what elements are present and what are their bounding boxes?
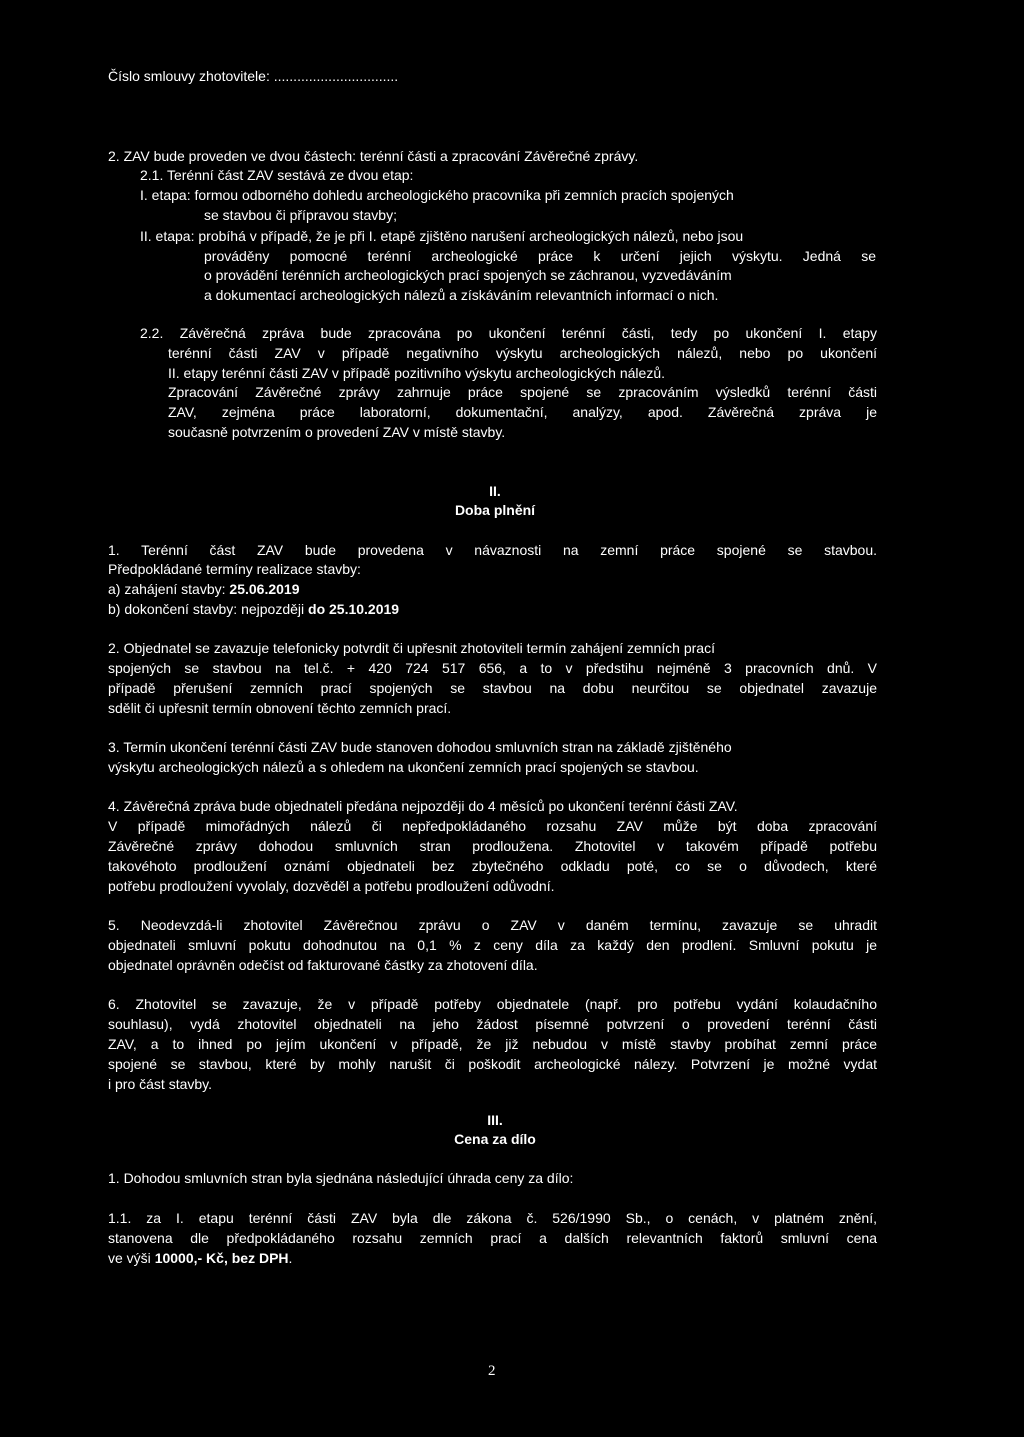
section-3-numeral: III. — [487, 1112, 503, 1128]
clause-2: 2. ZAV bude proveden ve dvou částech: terénní části a zpracování Závěrečné zprávy. — [108, 148, 639, 164]
clause-2-1: 2.1. Terénní část ZAV sestává ze dvou etap: — [140, 167, 414, 183]
etapa-1-line-1: I. etapa: formou odborného dohledu archeologického pracovníka při zemních pracích spojených — [140, 187, 734, 203]
etapa-2-line-1: II. etapa: probíhá v případě, že je při I. etapě zjištěno narušení archeologických nálezů, nebo jsou — [140, 228, 744, 244]
s2-clause-6-line-5: i pro část stavby. — [108, 1076, 213, 1092]
contract-number-label: Číslo smlouvy zhotovitele: ................................ — [108, 68, 399, 84]
start-date-line — [108, 580, 299, 600]
clause-2-2-line-5: ZAV, zejména práce laboratorní, dokumentační, analýzy, apod. Závěrečná zpráva je — [168, 404, 877, 420]
s2-clause-4-line-2: V případě mimořádných nálezů či nepředpokládaného rozsahu ZAV může být doba zpracování — [108, 818, 877, 834]
s2-clause-5-line-2: objednateli smluvní pokutu dohodnutou na 0,1 % z ceny díla za každý den prodlení. Smluvní pokutu je — [108, 937, 877, 953]
etapa-2-line-3: o provádění terénních archeologických prací spojených se záchranou, vyzvedáváním — [204, 267, 732, 283]
s2-clause-4-line-4: takovéhoto prodloužení oznámí objednateli bez zbytečného odkladu poté, co se o důvodech, které — [108, 858, 877, 874]
etapa-2-line-2: prováděny pomocné terénní archeologické práce k určení jejich výskytu. Jedná se — [204, 248, 876, 264]
s2-clause-1-line-2: Předpokládané termíny realizace stavby: — [108, 561, 361, 577]
s2-clause-5-line-3: objednatel oprávněn odečíst od fakturované částky za zhotovení díla. — [108, 957, 538, 973]
s2-clause-6-line-2: souhlasu), vydá zhotovitel objednateli na jeho žádost písemné potvrzení o provedení terénní části — [108, 1016, 877, 1032]
s2-clause-3-line-1: 3. Termín ukončení terénní části ZAV bude stanoven dohodou smluvních stran na základě zjištěného — [108, 739, 732, 755]
section-2-numeral: II. — [489, 483, 501, 499]
start-date-value: 25.06.2019 — [229, 581, 300, 597]
s2-clause-2-line-4: sdělit či upřesnit termín obnovení těchto zemních prací. — [108, 700, 452, 716]
s2-clause-4-line-3: Závěrečné zprávy dohodou smluvních stran prodloužena. Zhotovitel v takovém případě potřebu — [108, 838, 877, 854]
s2-clause-4-line-1: 4. Závěrečná zpráva bude objednateli předána nejpozději do 4 měsíců po ukončení terénní části ZAV. — [108, 798, 738, 814]
price-value: 10000,- Kč, bez DPH — [154, 1250, 289, 1266]
end-date-value: do 25.10.2019 — [308, 601, 400, 617]
page-number: 2 — [488, 1363, 496, 1379]
etapa-2-line-4: a dokumentací archeologických nálezů a získáváním relevantních informací o nich. — [204, 287, 719, 303]
section-2-title: Doba plnění — [454, 502, 536, 518]
s2-clause-2-line-3: případě přerušení zemních prací spojených se stavbou na dobu neurčitou se objednatel zavazuje — [108, 680, 877, 696]
s2-clause-2-line-1: 2. Objednatel se zavazuje telefonicky potvrdit či upřesnit zhotoviteli termín zahájení zemních prací — [108, 640, 715, 656]
clause-2-2-line-1: 2.2. Závěrečná zpráva bude zpracována po ukončení terénní části, tedy po ukončení I. etapy — [140, 325, 877, 341]
s2-clause-4-line-5: potřebu prodloužení vyvolaly, dozvěděl a potřebu prodloužení odůvodní. — [108, 878, 555, 894]
clause-2-2-line-3: II. etapy terénní části ZAV v případě pozitivního výskytu archeologických nálezů. — [168, 365, 665, 381]
s2-clause-5-line-1: 5. Neodevzdá-li zhotovitel Závěrečnou zprávu o ZAV v daném termínu, zavazuje se uhradit — [108, 917, 877, 933]
s3-clause-1-1-line-3 — [108, 1249, 292, 1269]
section-3-title: Cena za dílo — [454, 1131, 536, 1147]
etapa-1-line-2: se stavbou či přípravou stavby; — [204, 207, 397, 223]
s2-clause-2-line-2: spojených se stavbou na tel.č. + 420 724 517 656, a to v předstihu nejméně 3 pracovních dnů. V — [108, 660, 877, 676]
s3-clause-1-1-line-2: stanovena dle předpokládaného rozsahu zemních prací a dalších relevantních faktorů smluvní cena — [108, 1230, 877, 1246]
s3-clause-1: 1. Dohodou smluvních stran byla sjednána následující úhrada ceny za dílo: — [108, 1170, 574, 1186]
price-suffix: . — [288, 1250, 293, 1266]
clause-2-2-line-4: Zpracování Závěrečné zprávy zahrnuje práce spojené se zpracováním výsledků terénní části — [168, 384, 877, 400]
s3-clause-1-1-line-1: 1.1. za I. etapu terénní části ZAV byla dle zákona č. 526/1990 Sb., o cenách, v platném znění, — [108, 1210, 877, 1226]
clause-2-2-line-6: současně potvrzením o provedení ZAV v místě stavby. — [168, 424, 506, 440]
s2-clause-6-line-3: ZAV, a to ihned po jejím ukončení v případě, že již nebudou v místě stavby probíhat zemní práce — [108, 1036, 877, 1052]
price-prefix: ve výši — [108, 1250, 155, 1266]
clause-2-2-line-2: terénní části ZAV v případě negativního výskytu archeologických nálezů, nebo po ukončení — [168, 345, 877, 361]
end-date-line — [108, 600, 399, 620]
s2-clause-6-line-1: 6. Zhotovitel se zavazuje, že v případě potřeby objednatele (např. pro potřebu vydání kolaudačního — [108, 996, 877, 1012]
start-date-label: a) zahájení stavby: — [108, 581, 230, 597]
s2-clause-6-line-4: spojené se stavbou, které by mohly narušit či poškodit archeologické nálezy. Potvrzení je možné vydat — [108, 1056, 877, 1072]
end-date-label: b) dokončení stavby: nejpozději — [108, 601, 309, 617]
s2-clause-3-line-2: výskytu archeologických nálezů a s ohledem na ukončení zemních prací spojených se stavbou. — [108, 759, 699, 775]
s2-clause-1-line-1: 1. Terénní část ZAV bude provedena v návaznosti na zemní práce spojené se stavbou. — [108, 542, 877, 558]
